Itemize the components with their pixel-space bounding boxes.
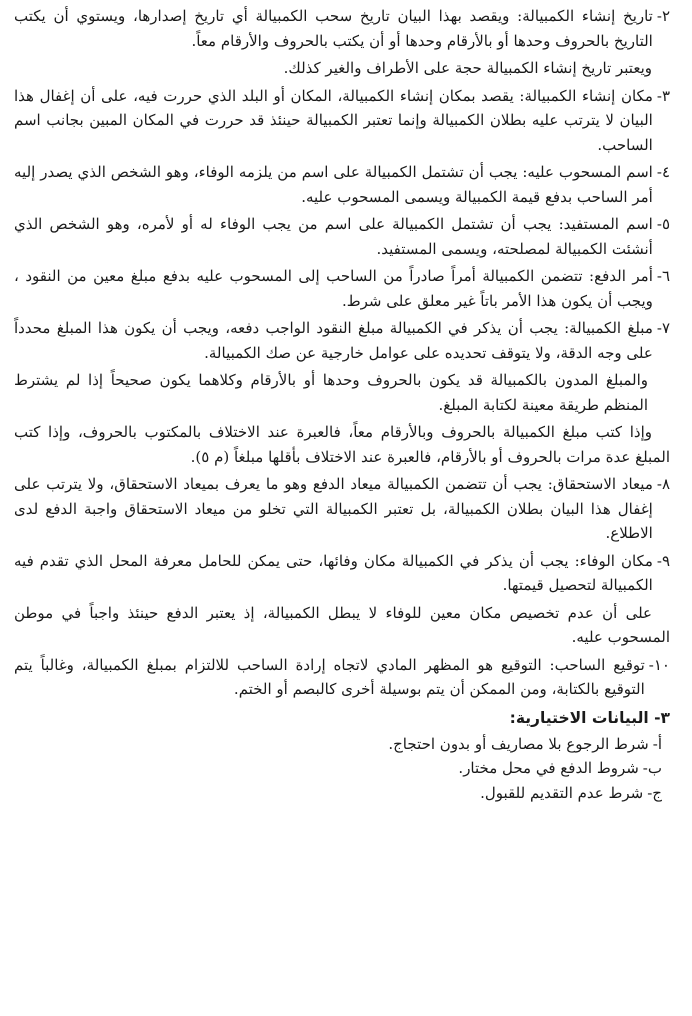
item-number: ٧-	[656, 319, 670, 337]
optional-item-text: شرط الرجوع بلا مصاريف أو بدون احتجاج.	[388, 734, 649, 753]
optional-item-text: شروط الدفع في محل مختار.	[458, 759, 639, 777]
item-text: توقيع الساحب: التوقيع هو المظهر المادي لاتجاه إرادة الساحب للالتزام بمبلغ الكمبيالة، وغالباً يتم التوقيع بالكتابة، ومن الممكن أن يتم بوسيلة أخرى كالبصم أو الختم.	[14, 655, 645, 698]
item-creation-date	[14, 4, 670, 53]
item-text: مكان الوفاء: يجب أن يذكر في الكمبيالة مكان وفائها، حتى يمكن للحامل معرفة المحل الذي تقدم فيه الكمبيالة لتحصيل قيمتها.	[14, 551, 653, 594]
paragraph-amount-conflict: وإذا كتب مبلغ الكمبيالة بالحروف وبالأرقام معاً، فالعبرة عند الاختلاف بالمكتوب بالحروف، وإذا كتب المبلغ عدة مرات بالحروف أو بالأرقام، فالعبرة عند الاختلاف بأقلها مبلغاً (م ٥).	[14, 423, 670, 466]
item-creation-place	[14, 84, 670, 158]
item-text: أمر الدفع: تتضمن الكمبيالة أمراً صادراً من الساحب إلى المسحوب عليه بدفع مبلغ معين من النقود ، ويجب أن يكون هذا الأمر باتاً غير معلق على شرط.	[14, 267, 653, 310]
optional-item	[14, 756, 670, 781]
optional-item-text: شرط عدم التقديم للقبول.	[480, 783, 644, 802]
item-maturity-date	[14, 472, 670, 546]
item-number: ١٠-	[648, 655, 670, 674]
item-text: اسم المسحوب عليه: يجب أن تشتمل الكمبيالة على اسم من يلزمه الوفاء، وهو الشخص الذي يصدر إليه أمر الساحب بدفع قيمة الكمبيالة ويسمى المسحوب عليه.	[14, 163, 653, 206]
item-number: ٤-	[656, 163, 670, 181]
item-beneficiary-name	[14, 212, 670, 261]
item-text: تاريخ إنشاء الكمبيالة: ويقصد بهذا البيان تاريخ سحب الكمبيالة أي تاريخ إصدارها، ويستوي أن يكتب التاريخ بالحروف وحدها أو بالأرقام وحدها أو أن يكتب بالحروف والأرقام معاً.	[14, 7, 653, 50]
section-heading-optional-data: ٣- البيانات الاختيارية:	[509, 708, 670, 727]
optional-item-letter: ب-	[642, 759, 662, 777]
item-number: ٦-	[656, 267, 670, 285]
paragraph-date-argument: ويعتبر تاريخ إنشاء الكمبيالة حجة على الأطراف والغير كذلك.	[283, 59, 652, 77]
optional-item-letter: ج-	[647, 783, 662, 802]
item-number: ٥-	[656, 215, 670, 233]
item-number: ٩-	[656, 551, 670, 570]
optional-item	[14, 781, 670, 806]
optional-item-letter: أ-	[652, 734, 662, 753]
optional-item	[14, 732, 670, 757]
paragraph-amount-written: والمبلغ المدون بالكمبيالة قد يكون بالحروف وحدها أو بالأرقام وكلاهما يكون صحيحاً إذا لم يشترط المنظم طريقة معينة لكتابة المبلغ.	[14, 371, 648, 414]
item-text: مكان إنشاء الكمبيالة: يقصد بمكان إنشاء الكمبيالة، المكان أو البلد الذي حررت فيه، على أن إغفال هذا البيان لا يترتب عليه بطلان الكمبيالة وإنما تعتبر الكمبيالة حينئذ قد حررت في المكان المبين بجانب اسم الساحب.	[14, 86, 653, 154]
paragraph-payment-place-note: على أن عدم تخصيص مكان معين للوفاء لا يبطل الكمبيالة، إذ يعتبر الدفع حينئذ واجباً في موطن المسحوب عليه.	[14, 603, 670, 646]
item-drawee-name	[14, 160, 670, 209]
item-payment-order	[14, 264, 670, 313]
item-number: ٣-	[656, 86, 670, 105]
item-bill-amount	[14, 316, 670, 365]
item-number: ٢-	[656, 7, 670, 25]
item-payment-place	[14, 549, 670, 598]
item-text: ميعاد الاستحقاق: يجب أن تتضمن الكمبيالة ميعاد الدفع وهو ما يعرف بميعاد الاستحقاق، ولا يترتب على إغفال هذا البيان بطلان الكمبيالة، بل تعتبر الكمبيالة التي تخلو من ميعاد الاستحقاق واجبة الدفع لدى الاطلاع.	[14, 475, 653, 542]
item-drawer-signature	[14, 653, 670, 702]
item-number: ٨-	[656, 475, 670, 493]
item-text: اسم المستفيد: يجب أن تشتمل الكمبيالة على اسم من يجب الوفاء له أو لأمره، وهو الشخص الذي أنشئت الكمبيالة لمصلحته، ويسمى المستفيد.	[14, 215, 653, 258]
item-text: مبلغ الكمبيالة: يجب أن يذكر في الكمبيالة مبلغ النقود الواجب دفعه، ويجب أن يكون هذا المبلغ محدداً على وجه الدقة، ولا يتوقف تحديده على عوامل خارجية عن صك الكمبيالة.	[14, 319, 653, 362]
